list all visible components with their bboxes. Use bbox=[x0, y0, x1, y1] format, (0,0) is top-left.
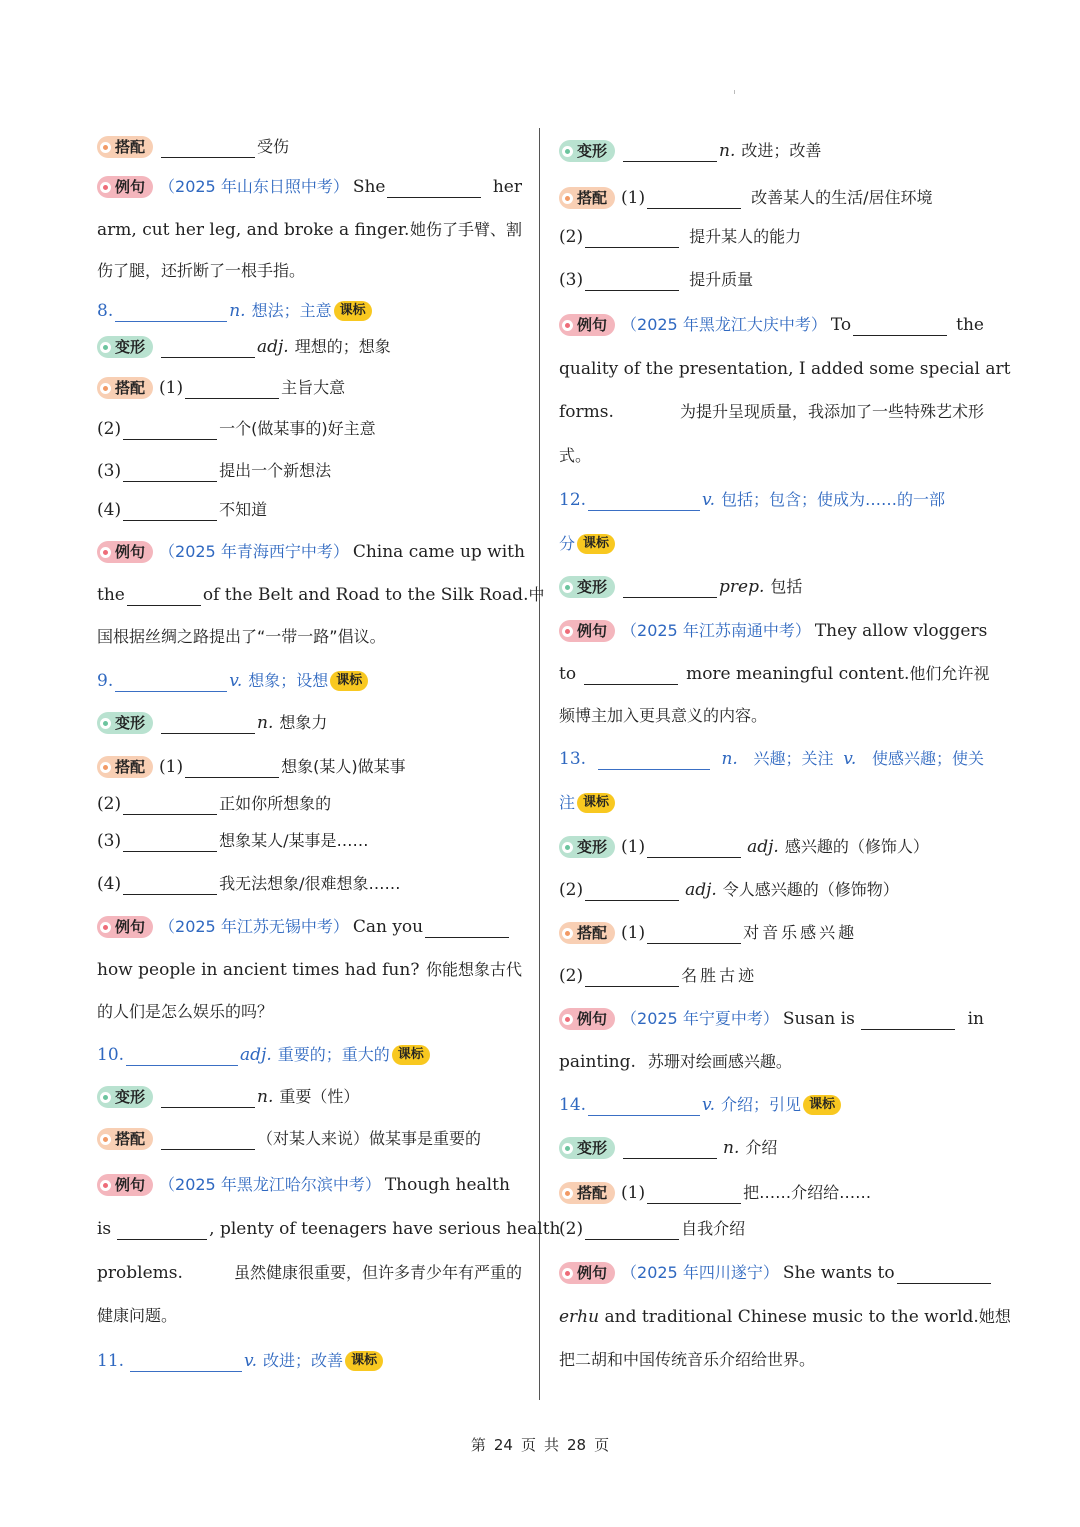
answer-blank[interactable] bbox=[647, 188, 741, 209]
variant-badge: 变形 bbox=[97, 712, 153, 734]
badge-dot-icon bbox=[100, 142, 111, 153]
collocation-row: 搭配 受伤 bbox=[97, 130, 522, 164]
badge-dot-icon bbox=[100, 1180, 111, 1191]
entry-10: 10. adj. 重要的；重大的 课标 bbox=[97, 1038, 522, 1072]
answer-blank[interactable] bbox=[585, 1219, 679, 1240]
badge-dot-icon bbox=[562, 1188, 573, 1199]
example-badge: 例句 bbox=[559, 1008, 615, 1030]
badge-dot-icon bbox=[100, 383, 111, 394]
badge-dot-icon bbox=[100, 547, 111, 558]
variant-badge: 变形 bbox=[559, 836, 615, 858]
entry-8: 8. n. 想法；主意 课标 bbox=[97, 294, 522, 328]
answer-blank[interactable] bbox=[123, 874, 217, 895]
example-text: erhu and traditional Chinese music to the world. 她想 bbox=[559, 1307, 1011, 1327]
column-divider bbox=[539, 128, 540, 1400]
entry-14: 14. v. 介绍；引见 课标 bbox=[559, 1088, 984, 1122]
answer-blank[interactable] bbox=[185, 378, 279, 399]
example-row: 例句 （2025 年黑龙江大庆中考） To the bbox=[559, 308, 984, 342]
answer-blank[interactable] bbox=[123, 461, 217, 482]
collocation-row: 搭配 (1) 主旨大意 bbox=[97, 371, 522, 405]
variant-row: 变形 prep. 包括 bbox=[559, 570, 984, 604]
answer-blank[interactable] bbox=[647, 837, 741, 858]
example-text: is , plenty of teenagers have serious health bbox=[97, 1219, 561, 1239]
answer-blank[interactable] bbox=[588, 490, 700, 511]
scan-mark bbox=[734, 90, 735, 94]
collocation-row: (3) 提出一个新想法 bbox=[97, 461, 332, 481]
collocation-row: (2) 一个(做某事的)好主意 bbox=[97, 419, 376, 439]
variant-row: 变形 adj. 理想的；想象 bbox=[97, 330, 522, 364]
answer-blank[interactable] bbox=[647, 1183, 741, 1204]
example-badge: 例句 bbox=[97, 916, 153, 938]
collocation-badge: 搭配 bbox=[97, 756, 153, 778]
collocation-row: (3) 提升质量 bbox=[559, 270, 754, 290]
example-badge: 例句 bbox=[97, 1174, 153, 1196]
answer-blank[interactable] bbox=[647, 923, 741, 944]
variant-badge: 变形 bbox=[559, 1137, 615, 1159]
variant-row: 变形 n. 介绍 bbox=[559, 1131, 984, 1165]
example-text: 把二胡和中国传统音乐介绍给世界。 bbox=[559, 1350, 816, 1369]
curriculum-tag: 课标 bbox=[345, 1351, 383, 1371]
example-text: problems. 虽然健康很重要，但许多青少年有严重的 bbox=[97, 1263, 522, 1283]
example-row: 例句 （2025 年宁夏中考） Susan is in bbox=[559, 1002, 984, 1036]
example-text: 国根据丝绸之路提出了“一带一路”倡议。 bbox=[97, 627, 386, 646]
example-row: 例句 （2025 年江苏南通中考） They allow vloggers bbox=[559, 614, 984, 648]
badge-dot-icon bbox=[562, 1143, 573, 1154]
answer-blank[interactable] bbox=[123, 500, 217, 521]
example-text: to more meaningful content. 他们允许视 bbox=[559, 664, 990, 684]
answer-blank[interactable] bbox=[623, 577, 717, 598]
collocation-row: (4) 我无法想象/很难想象…… bbox=[97, 874, 401, 894]
answer-blank[interactable] bbox=[161, 1087, 255, 1108]
answer-blank[interactable] bbox=[126, 1045, 238, 1066]
example-text: the of the Belt and Road to the Silk Road. 中 bbox=[97, 585, 545, 605]
page-footer: 第 24 页 共 28 页 bbox=[470, 1436, 610, 1454]
collocation-row: (2) 提升某人的能力 bbox=[559, 227, 802, 247]
answer-blank[interactable] bbox=[861, 1009, 955, 1030]
answer-blank[interactable] bbox=[598, 749, 710, 770]
variant-row: 变形 n. 想象力 bbox=[97, 706, 522, 740]
curriculum-tag: 课标 bbox=[330, 671, 368, 691]
collocation-badge: 搭配 bbox=[559, 1182, 615, 1204]
answer-blank[interactable] bbox=[853, 315, 947, 336]
variant-badge: 变形 bbox=[97, 1086, 153, 1108]
example-text: arm, cut her leg, and broke a finger. 她伤了手臂、割 bbox=[97, 220, 522, 240]
badge-dot-icon bbox=[100, 1134, 111, 1145]
badge-dot-icon bbox=[100, 182, 111, 193]
answer-blank[interactable] bbox=[123, 794, 217, 815]
example-text: painting. 苏珊对绘画感兴趣。 bbox=[559, 1052, 792, 1072]
example-text: 伤了腿，还折断了一根手指。 bbox=[97, 261, 306, 280]
collocation-badge: 搭配 bbox=[97, 1128, 153, 1150]
example-text: 式。 bbox=[559, 446, 592, 465]
answer-blank[interactable] bbox=[130, 1351, 242, 1372]
answer-blank[interactable] bbox=[117, 1219, 207, 1240]
example-badge: 例句 bbox=[559, 620, 615, 642]
example-badge: 例句 bbox=[559, 314, 615, 336]
answer-blank[interactable] bbox=[584, 664, 678, 685]
example-badge: 例句 bbox=[97, 176, 153, 198]
badge-dot-icon bbox=[562, 193, 573, 204]
collocation-row: 搭配 (1) 想象(某人)做某事 bbox=[97, 750, 522, 784]
entry-13: 13. n. 兴趣；关注 v. 使感兴趣；使关 bbox=[559, 749, 984, 769]
variant-row: 变形 n. 改进；改善 bbox=[559, 134, 984, 168]
example-text: forms. 为提升呈现质量，我添加了一些特殊艺术形 bbox=[559, 402, 984, 422]
page-total: 28 bbox=[567, 1436, 587, 1454]
badge-dot-icon bbox=[562, 626, 573, 637]
badge-dot-icon bbox=[100, 342, 111, 353]
answer-blank[interactable] bbox=[185, 757, 279, 778]
example-text: how people in ancient times had fun? 你能想象古代 bbox=[97, 960, 522, 980]
curriculum-tag: 课标 bbox=[577, 793, 615, 813]
answer-blank[interactable] bbox=[123, 831, 217, 852]
curriculum-tag: 课标 bbox=[392, 1045, 430, 1065]
collocation-row: (4) 不知道 bbox=[97, 500, 268, 520]
collocation-row: 搭配 (1) 把……介绍给…… bbox=[559, 1176, 984, 1210]
collocation-badge: 搭配 bbox=[97, 136, 153, 158]
collocation-badge: 搭配 bbox=[559, 922, 615, 944]
variant-row: (2) adj. 令人感兴趣的（修饰物） bbox=[559, 880, 899, 900]
answer-blank[interactable] bbox=[123, 419, 217, 440]
badge-dot-icon bbox=[100, 718, 111, 729]
badge-dot-icon bbox=[562, 928, 573, 939]
badge-dot-icon bbox=[100, 922, 111, 933]
example-text: 健康问题。 bbox=[97, 1306, 178, 1325]
answer-blank[interactable] bbox=[161, 137, 255, 158]
badge-dot-icon bbox=[100, 1092, 111, 1103]
entry-12-cont: 分 课标 bbox=[559, 527, 984, 561]
example-badge: 例句 bbox=[97, 541, 153, 563]
page-number: 24 bbox=[493, 1436, 513, 1454]
collocation-row: 搭配 (1) 对音乐感兴趣 bbox=[559, 916, 984, 950]
example-row: 例句 （2025 年黑龙江哈尔滨中考） Though health bbox=[97, 1168, 522, 1202]
curriculum-tag: 课标 bbox=[577, 534, 615, 554]
variant-badge: 变形 bbox=[559, 140, 615, 162]
collocation-badge: 搭配 bbox=[97, 377, 153, 399]
answer-blank[interactable] bbox=[585, 966, 679, 987]
badge-dot-icon bbox=[562, 842, 573, 853]
collocation-row: 搭配 （对某人来说）做某事是重要的 bbox=[97, 1122, 522, 1156]
example-badge: 例句 bbox=[559, 1262, 615, 1284]
answer-blank[interactable] bbox=[161, 337, 255, 358]
entry-9: 9. v. 想象；设想 课标 bbox=[97, 664, 522, 698]
answer-blank[interactable] bbox=[897, 1263, 991, 1284]
answer-blank[interactable] bbox=[115, 671, 227, 692]
badge-dot-icon bbox=[562, 1014, 573, 1025]
entry-13-cont: 注 课标 bbox=[559, 786, 984, 820]
answer-blank[interactable] bbox=[623, 1138, 717, 1159]
answer-blank[interactable] bbox=[387, 177, 481, 198]
answer-blank[interactable] bbox=[585, 227, 679, 248]
badge-dot-icon bbox=[100, 762, 111, 773]
answer-blank[interactable] bbox=[115, 301, 227, 322]
example-row: 例句 （2025 年山东日照中考） She her bbox=[97, 170, 522, 204]
collocation-badge: 搭配 bbox=[559, 187, 615, 209]
curriculum-tag: 课标 bbox=[334, 301, 372, 321]
answer-blank[interactable] bbox=[161, 1129, 255, 1150]
collocation-row: (2) 名胜古迹 bbox=[559, 966, 758, 986]
example-text: quality of the presentation, I added some special art bbox=[559, 359, 1011, 379]
example-text: 频博主加入更具意义的内容。 bbox=[559, 706, 768, 725]
answer-blank[interactable] bbox=[127, 585, 201, 606]
collocation-row: (2) 自我介绍 bbox=[559, 1219, 746, 1239]
variant-badge: 变形 bbox=[97, 336, 153, 358]
answer-blank[interactable] bbox=[585, 880, 679, 901]
example-row: 例句 （2025 年青海西宁中考） China came up with bbox=[97, 535, 522, 569]
answer-blank[interactable] bbox=[425, 917, 509, 938]
example-row: 例句 （2025 年江苏无锡中考） Can you bbox=[97, 910, 522, 944]
answer-blank[interactable] bbox=[588, 1095, 700, 1116]
example-row: 例句 （2025 年四川遂宁） She wants to bbox=[559, 1256, 984, 1290]
answer-blank[interactable] bbox=[623, 141, 717, 162]
collocation-row: 搭配 (1) 改善某人的生活/居住环境 bbox=[559, 181, 984, 215]
answer-blank[interactable] bbox=[161, 713, 255, 734]
badge-dot-icon bbox=[562, 1268, 573, 1279]
variant-row: 变形 (1) adj. 感兴趣的（修饰人） bbox=[559, 830, 984, 864]
collocation-row: (2) 正如你所想象的 bbox=[97, 794, 332, 814]
collocation-row: (3) 想象某人/某事是…… bbox=[97, 831, 369, 851]
badge-dot-icon bbox=[562, 146, 573, 157]
entry-12: 12. v. 包括；包含；使成为……的一部 bbox=[559, 490, 946, 510]
badge-dot-icon bbox=[562, 320, 573, 331]
answer-blank[interactable] bbox=[585, 270, 679, 291]
variant-badge: 变形 bbox=[559, 576, 615, 598]
entry-11: 11. v. 改进；改善 课标 bbox=[97, 1344, 522, 1378]
example-text: 的人们是怎么娱乐的吗？ bbox=[97, 1002, 274, 1021]
curriculum-tag: 课标 bbox=[803, 1095, 841, 1115]
variant-row: 变形 n. 重要（性） bbox=[97, 1080, 522, 1114]
badge-dot-icon bbox=[562, 582, 573, 593]
